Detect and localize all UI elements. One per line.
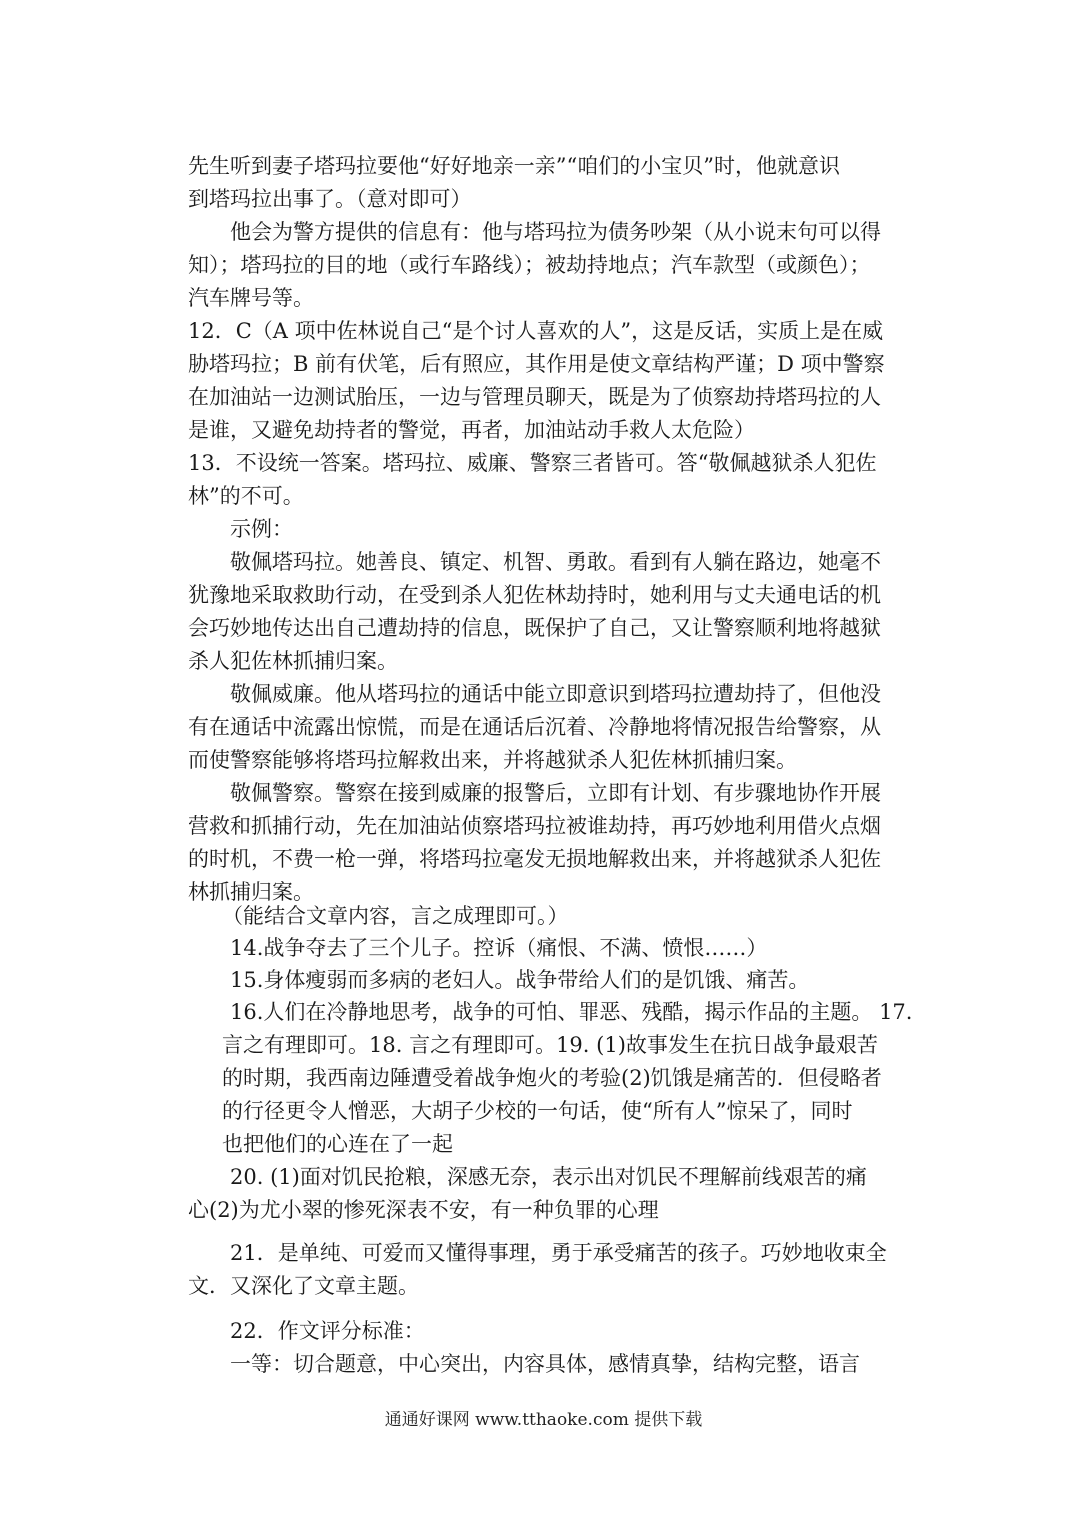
text-line: 20. (1)面对饥民抢粮，深感无奈，表示出对饥民不理解前线艰苦的痛 — [230, 1165, 867, 1189]
paragraph-answer-12 — [188, 315, 885, 447]
paragraph-example-label — [230, 513, 293, 546]
paragraph-admire-tamara — [188, 546, 881, 678]
text-line: 到塔玛拉出事了。（意对即可） — [188, 187, 472, 211]
paragraph-admire-police — [188, 777, 881, 909]
paragraph-answer-13 — [188, 447, 876, 513]
text-line: 心(2)为尤小翠的惨死深表不安，有一种负罪的心理 — [188, 1198, 659, 1222]
text-line: （能结合文章内容，言之成理即可。） — [222, 904, 569, 928]
paragraph-answer-20 — [188, 1161, 867, 1227]
paragraph-admire-william — [188, 678, 881, 777]
text-line: 林抓捕归案。 — [188, 880, 314, 904]
paragraph-grade-one — [230, 1348, 860, 1381]
text-line: 15.身体瘦弱而多病的老妇人。战争带给人们的是饥饿、痛苦。 — [230, 968, 810, 992]
paragraph-answer-21 — [188, 1237, 887, 1303]
text-line: 敬佩塔玛拉。她善良、镇定、机智、勇敢。看到有人躺在路边，她毫不 — [230, 550, 881, 574]
text-line: 一等：切合题意，中心突出，内容具体，感情真挚，结构完整，语言 — [230, 1352, 860, 1376]
text-line: 营救和抓捕行动，先在加油站侦察塔玛拉被谁劫持，再巧妙地利用借火点烟 — [188, 814, 881, 838]
text-line: 胁塔玛拉；B 前有伏笔，后有照应，其作用是使文章结构严谨；D 项中警察 — [188, 352, 885, 376]
paragraph-answers-16-19 — [222, 996, 912, 1161]
text-line: 汽车牌号等。 — [188, 286, 314, 310]
text-line: 敬佩威廉。他从塔玛拉的通话中能立即意识到塔玛拉遭劫持了，但他没 — [230, 682, 881, 706]
text-line: 先生听到妻子塔玛拉要他“好好地亲一亲”“咱们的小宝贝”时，他就意识 — [188, 154, 840, 178]
text-line: 在加油站一边测试胎压，一边与管理员聊天，既是为了侦察劫持塔玛拉的人 — [188, 385, 881, 409]
text-line: 示例： — [230, 517, 293, 541]
text-line: 22．作文评分标准： — [230, 1319, 425, 1343]
text-line: 而使警察能够将塔玛拉解救出来，并将越狱杀人犯佐林抓捕归案。 — [188, 748, 797, 772]
text-line: 13．不设统一答案。塔玛拉、威廉、警察三者皆可。答“敬佩越狱杀人犯佐 — [188, 451, 877, 475]
paragraph-answer-11-conclusion — [188, 150, 840, 216]
text-line: 的时期，我西南边陲遭受着战争炮火的考验(2)饥饿是痛苦的．但侵略者 — [222, 1066, 882, 1090]
paragraph-answer-14 — [230, 932, 767, 965]
text-line: 16.人们在冷静地思考，战争的可怕、罪恶、残酷，揭示作品的主题。 17. — [230, 1000, 913, 1024]
text-line: 敬佩警察。警察在接到威廉的报警后，立即有计划、有步骤地协作开展 — [230, 781, 881, 805]
text-line: 的行径更令人憎恶，大胡子少校的一句话，使“所有人”惊呆了，同时 — [222, 1099, 853, 1123]
text-line: 知）；塔玛拉的目的地（或行车路线）；被劫持地点；汽车款型（或颜色）； — [188, 253, 871, 277]
text-line: 他会为警方提供的信息有：他与塔玛拉为债务吵架（从小说末句可以得 — [230, 220, 881, 244]
text-line: 21．是单纯、可爱而又懂得事理，勇于承受痛苦的孩子。巧妙地收束全 — [230, 1241, 887, 1265]
text-line: 也把他们的心连在了一起 — [222, 1132, 453, 1156]
paragraph-police-info — [188, 216, 881, 315]
text-line: 14.战争夺去了三个儿子。控诉（痛恨、不满、愤恨……） — [230, 936, 768, 960]
paragraph-grading-note — [222, 900, 569, 933]
text-line: 林”的不可。 — [188, 484, 304, 508]
text-line: 文．又深化了文章主题。 — [188, 1274, 419, 1298]
text-line: 有在通话中流露出惊慌，而是在通话后沉着、冷静地将情况报告给警察，从 — [188, 715, 881, 739]
text-line: 会巧妙地传达出自己遭劫持的信息，既保护了自己，又让警察顺利地将越狱 — [188, 616, 881, 640]
paragraph-answer-15 — [230, 964, 809, 997]
text-line: 言之有理即可。18. 言之有理即可。19. (1)故事发生在抗日战争最艰苦 — [222, 1033, 878, 1057]
text-line: 杀人犯佐林抓捕归案。 — [188, 649, 398, 673]
text-line: 12．C（A 项中佐林说自己“是个讨人喜欢的人”，这是反话，实质上是在威 — [188, 319, 884, 343]
text-line: 是谁，又避免劫持者的警觉，再者，加油站动手救人太危险） — [188, 418, 755, 442]
text-line: 的时机，不费一枪一弹，将塔玛拉毫发无损地解救出来，并将越狱杀人犯佐 — [188, 847, 881, 871]
page-footer: 通通好课网 www.tthaoke.com 提供下载 — [384, 1410, 703, 1430]
text-line: 犹豫地采取救助行动，在受到杀人犯佐林劫持时，她利用与丈夫通电话的机 — [188, 583, 881, 607]
paragraph-answer-22 — [230, 1315, 425, 1348]
